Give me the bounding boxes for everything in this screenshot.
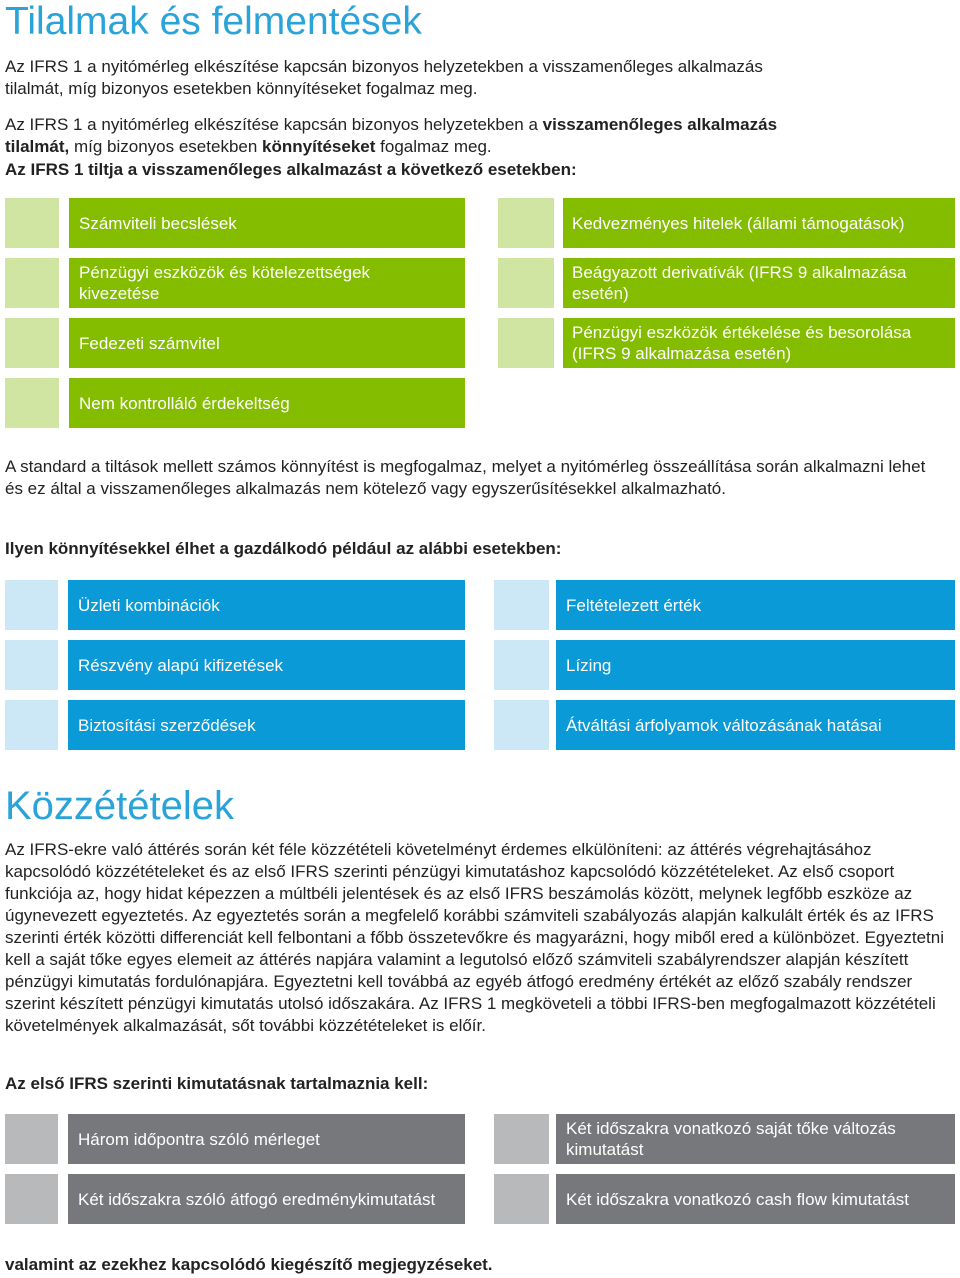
tile-marker [494, 1174, 549, 1224]
intro-paragraph [5, 56, 955, 100]
tile-marker [5, 700, 58, 750]
tile-marker [494, 640, 549, 690]
prohibition-label: Nem kontrolláló érdekeltség [69, 378, 465, 428]
statement-label: Két időszakra vonatkozó saját tőke változás kimutatást [556, 1114, 955, 1164]
exemption-label: Feltételezett érték [556, 580, 955, 630]
tile-marker [494, 580, 549, 630]
statements-heading: Az első IFRS szerinti kimutatásnak tartalmaznia kell: [5, 1074, 429, 1093]
tile-marker [5, 198, 59, 248]
exemption-label: Biztosítási szerződések [68, 700, 465, 750]
prohibition-label: Pénzügyi eszközök értékelése és besorolása (IFRS 9 alkalmazása esetén) [563, 318, 955, 368]
statement-label: Két időszakra szóló átfogó eredménykimutatást [68, 1174, 465, 1224]
statement-label: Három időpontra szóló mérleget [68, 1114, 465, 1164]
prohibition-heading: Az IFRS 1 tiltja a visszamenőleges alkalmazást a következő esetekben: [5, 160, 577, 179]
tile-marker [498, 198, 554, 248]
tile-marker [494, 1114, 549, 1164]
intro2-text-a: Az IFRS 1 a nyitómérleg elkészítése kapcsán bizonyos helyzetekben a [5, 115, 543, 134]
exemption-label: Üzleti kombinációk [68, 580, 465, 630]
tile-marker [498, 258, 554, 308]
prohibition-label: Fedezeti számvitel [69, 318, 465, 368]
tile-marker [5, 258, 59, 308]
tile-marker [5, 640, 58, 690]
tile-marker [5, 318, 59, 368]
intro2-bold-e: könnyítéseket [262, 137, 376, 156]
prohibition-label: Számviteli becslések [69, 198, 465, 248]
tile-marker [5, 1174, 58, 1224]
disclosures-paragraph: Az IFRS-ekre való áttérés során két féle közzétételi követelményt érdemes elkülöníteni: az áttérés végrehajtásához kapcsolódó közzétételeket és az első IFRS szerinti pénzügyi kimutatáshoz kapcsolódó közzétételeket. Az első csoport funkciója az, hogy hidat képezzen a múltbéli jelentések és az első IFRS beszámolás között, melynek legfőbb eszköze az úgynevezett egyeztetés. Az egyeztetés során a megfelelő korábbi számviteli szabályozás alapján kalkulált érték és az IFRS szerinti érték közötti differenciát kell felbontani a főbb összetevőkre és magyarázni, hogy miből ered a különbözet. Egyeztetni kell a saját tőke egyes elemeit az áttérés napjára valamint a legutolsó előző számviteli szabályrendszer alapján készített pénzügyi kimutatás fordulónapjára. Egyeztetni kell továbbá az egyéb átfogó eredmény értékét az előző szabály rendszer szerint készített pénzügyi kimutatás utolsó időszakára. Az IFRS 1 megköveteli a többi IFRS-ben megfogalmazott közzétételi követelmények alkalmazását, sőt további közzétételeket is előír. [5, 840, 944, 1035]
exemptions-heading: Ilyen könnyítésekkel élhet a gazdálkodó például az alábbi esetekben: [5, 539, 562, 558]
statement-label: Két időszakra vonatkozó cash flow kimutatást [556, 1174, 955, 1224]
tile-marker [5, 580, 58, 630]
prohibition-label: Kedvezményes hitelek (állami támogatások) [563, 198, 955, 248]
exemption-label: Átváltási árfolyamok változásának hatásai [556, 700, 955, 750]
intro-line-2: tilalmát, míg bizonyos esetekben könnyítéseket fogalmaz meg. [5, 79, 478, 98]
prohibition-label: Pénzügyi eszközök és kötelezettségek kivezetése [69, 258, 465, 308]
prohibition-label: Beágyazott derivatívák (IFRS 9 alkalmazása esetén) [563, 258, 955, 308]
exemption-label: Részvény alapú kifizetések [68, 640, 465, 690]
tile-marker [494, 700, 549, 750]
closing-note: valamint az ezekhez kapcsolódó kiegészítő megjegyzéseket. [5, 1255, 493, 1274]
exemption-label: Lízing [556, 640, 955, 690]
exemptions-paragraph: A standard a tiltások mellett számos könnyítést is megfogalmaz, melyet a nyitómérleg összeállítása során alkalmazni lehet és ez által a visszamenőleges alkalmazás nem kötelező vagy egyszerűsítésekkel alkalmazható. [5, 457, 926, 498]
intro-paragraph-emphasis [5, 114, 955, 158]
tile-marker [498, 318, 554, 368]
intro2-bold-b: visszamenőleges alkalmazás [542, 115, 778, 134]
intro2-text-d: míg bizonyos esetekben [69, 137, 263, 156]
page-title: Tilalmak és felmentések [5, 0, 422, 43]
intro-line-1: Az IFRS 1 a nyitómérleg elkészítése kapcsán bizonyos helyzetekben a visszamenőleges alkalmazás [5, 57, 763, 76]
tile-marker [5, 1114, 58, 1164]
tile-marker [5, 378, 59, 428]
intro2-bold-c: tilalmát, [5, 137, 70, 156]
intro2-text-f: fogalmaz meg. [375, 137, 492, 156]
section-title: Közzétételek [5, 784, 235, 828]
